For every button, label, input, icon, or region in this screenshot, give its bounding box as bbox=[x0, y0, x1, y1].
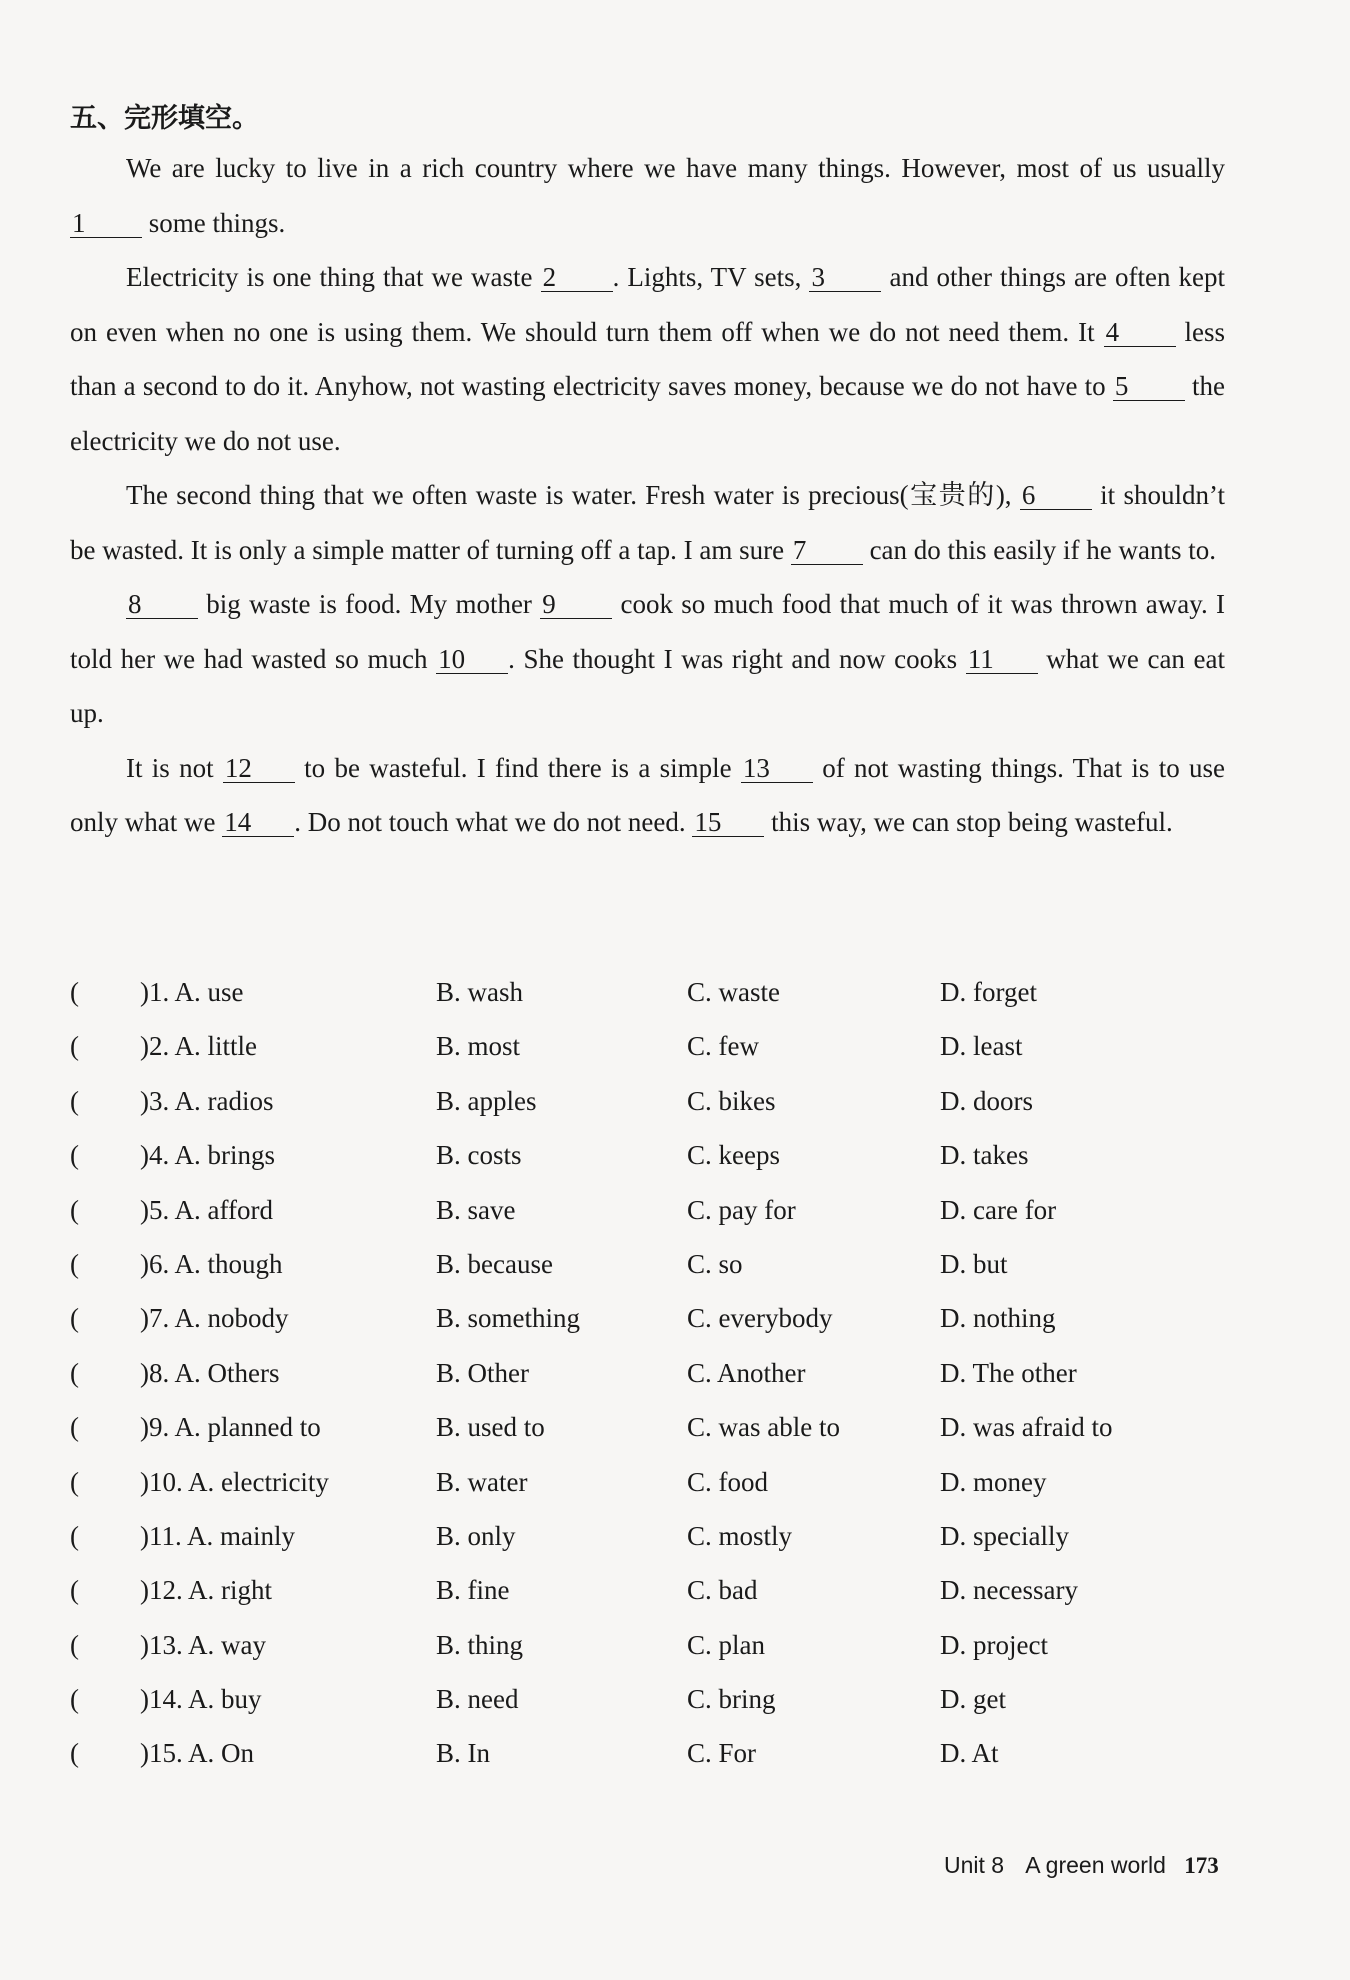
option-d[interactable]: D. At bbox=[940, 1738, 999, 1769]
option-b[interactable]: B. In bbox=[436, 1738, 490, 1769]
option-c[interactable]: C. mostly bbox=[687, 1520, 793, 1551]
answer-bracket[interactable]: ( bbox=[70, 1031, 79, 1062]
answer-bracket[interactable]: ( bbox=[70, 1575, 79, 1606]
option-d[interactable]: D. specially bbox=[940, 1520, 1069, 1551]
option-d[interactable]: D. get bbox=[940, 1684, 1006, 1715]
blank-9[interactable]: 9 bbox=[540, 590, 612, 619]
page-footer bbox=[944, 1852, 1219, 1879]
question-row bbox=[70, 1455, 1270, 1509]
footer-title: A green world bbox=[1025, 1852, 1166, 1878]
answer-bracket[interactable]: ( bbox=[70, 1357, 79, 1388]
option-a[interactable]: )10. A. electricity bbox=[140, 1466, 329, 1497]
passage-text: . She thought I was right and now cooks bbox=[508, 643, 966, 674]
answer-bracket[interactable]: ( bbox=[70, 1629, 79, 1660]
option-a[interactable]: )5. A. afford bbox=[140, 1194, 273, 1225]
option-b[interactable]: B. wash bbox=[436, 977, 523, 1007]
option-a[interactable]: )4. A. brings bbox=[140, 1140, 275, 1171]
blank-13[interactable]: 13 bbox=[741, 754, 813, 783]
option-c[interactable]: C. food bbox=[687, 1466, 768, 1497]
passage-text: It is not bbox=[126, 752, 223, 783]
passage-text: less than a second to do it. Anyhow, not wasting electricity saves money, because we do not have to bbox=[70, 316, 1226, 401]
option-c[interactable]: C. bad bbox=[687, 1575, 758, 1606]
question-row bbox=[70, 1074, 1270, 1128]
passage-text: to be wasteful. I find there is a simple bbox=[294, 752, 741, 783]
option-c[interactable]: C. was able to bbox=[687, 1412, 840, 1443]
passage-text: it shouldn’t be wasted. It is only a simple matter of turning off a tap. I am sure bbox=[70, 480, 1225, 565]
cloze-passage bbox=[70, 141, 1225, 850]
option-a[interactable]: )9. A. planned to bbox=[140, 1412, 321, 1443]
passage-text: We are lucky to live in a rich country where we have many things. However, most of us usually bbox=[126, 153, 1225, 183]
option-a[interactable]: )14. A. buy bbox=[140, 1684, 262, 1715]
option-b[interactable]: B. thing bbox=[436, 1629, 524, 1660]
option-d[interactable]: D. necessary bbox=[940, 1575, 1078, 1606]
passage-paragraph bbox=[70, 468, 1225, 577]
passage-paragraph bbox=[70, 141, 1225, 250]
option-d[interactable]: D. money bbox=[940, 1466, 1047, 1497]
option-c[interactable]: C. plan bbox=[687, 1629, 765, 1660]
answer-bracket[interactable]: ( bbox=[70, 1194, 79, 1225]
question-row bbox=[70, 1726, 1270, 1780]
blank-7[interactable]: 7 bbox=[791, 536, 863, 565]
question-row bbox=[70, 965, 1270, 1019]
page-number: 173 bbox=[1184, 1853, 1219, 1878]
blank-2[interactable]: 2 bbox=[541, 263, 613, 292]
passage-text: cook so much food that much of it was thrown away. I told her we had wasted so much bbox=[70, 589, 1226, 674]
question-row bbox=[70, 1563, 1270, 1617]
option-c[interactable]: C. pay for bbox=[687, 1194, 796, 1225]
option-d[interactable]: D. was afraid to bbox=[940, 1412, 1113, 1443]
option-c[interactable]: C. For bbox=[687, 1738, 757, 1769]
option-c[interactable]: C. so bbox=[687, 1248, 743, 1279]
option-a[interactable]: )7. A. nobody bbox=[140, 1303, 289, 1334]
answer-bracket[interactable]: ( bbox=[70, 1412, 79, 1443]
option-d[interactable]: D. nothing bbox=[940, 1303, 1056, 1334]
option-a[interactable]: )3. A. radios bbox=[140, 1085, 274, 1116]
option-a[interactable]: )11. A. mainly bbox=[140, 1520, 295, 1551]
blank-6[interactable]: 6 bbox=[1020, 481, 1092, 510]
passage-text: . Lights, TV sets, bbox=[612, 262, 810, 292]
option-a[interactable]: )13. A. way bbox=[140, 1629, 266, 1660]
answer-bracket[interactable]: ( bbox=[70, 1085, 79, 1116]
blank-3[interactable]: 3 bbox=[809, 263, 881, 292]
option-c[interactable]: C. few bbox=[687, 1031, 759, 1062]
passage-text: . Do not touch what we do not need. bbox=[294, 807, 693, 837]
option-b[interactable]: B. Other bbox=[436, 1357, 529, 1388]
blank-11[interactable]: 11 bbox=[966, 645, 1038, 674]
option-d[interactable]: D. doors bbox=[940, 1085, 1033, 1116]
passage-text: The second thing that we often waste is water. Fresh water is precious(宝贵的), bbox=[126, 480, 1020, 510]
blank-12[interactable]: 12 bbox=[223, 754, 295, 783]
question-list bbox=[70, 965, 1270, 1781]
blank-4[interactable]: 4 bbox=[1104, 318, 1176, 347]
answer-bracket[interactable]: ( bbox=[70, 1248, 79, 1279]
answer-bracket[interactable]: ( bbox=[70, 1684, 79, 1715]
answer-bracket[interactable]: ( bbox=[70, 1303, 79, 1334]
passage-text: big waste is food. My mother bbox=[198, 589, 541, 619]
passage-text: Electricity is one thing that we waste bbox=[126, 262, 541, 292]
question-row bbox=[70, 1672, 1270, 1726]
question-row bbox=[70, 1400, 1270, 1454]
option-a[interactable]: )1. A. use bbox=[140, 977, 244, 1007]
passage-paragraph bbox=[70, 741, 1225, 850]
option-a[interactable]: )6. A. though bbox=[140, 1248, 283, 1279]
option-b[interactable]: B. most bbox=[436, 1031, 521, 1062]
option-b[interactable]: B. used to bbox=[436, 1412, 545, 1443]
blank-14[interactable]: 14 bbox=[222, 808, 294, 837]
option-d[interactable]: D. project bbox=[940, 1629, 1048, 1660]
option-b[interactable]: B. need bbox=[436, 1684, 519, 1715]
passage-text: of not wasting things. That is to use only what we bbox=[70, 752, 1225, 837]
answer-bracket[interactable]: ( bbox=[70, 977, 79, 1007]
passage-text: can do this easily if he wants to. bbox=[862, 534, 1217, 565]
question-row bbox=[70, 1019, 1270, 1073]
blank-15[interactable]: 15 bbox=[692, 808, 764, 837]
passage-text: this way, we can stop being wasteful. bbox=[764, 807, 1173, 837]
question-row bbox=[70, 1346, 1270, 1400]
answer-bracket[interactable]: ( bbox=[70, 1738, 79, 1769]
blank-5[interactable]: 5 bbox=[1113, 372, 1185, 401]
option-d[interactable]: D. care for bbox=[940, 1194, 1057, 1225]
option-d[interactable]: D. least bbox=[940, 1031, 1023, 1062]
blank-8[interactable]: 8 bbox=[126, 590, 198, 619]
passage-text: the electricity we do not use. bbox=[70, 371, 1225, 456]
option-a[interactable]: )2. A. little bbox=[140, 1031, 257, 1062]
answer-bracket[interactable]: ( bbox=[70, 1466, 79, 1497]
question-row bbox=[70, 1237, 1270, 1291]
passage-paragraph bbox=[70, 250, 1225, 468]
passage-text: and other things are often kept on even when no one is using them. We should turn them off when we do not need them. It bbox=[70, 262, 1225, 347]
option-c[interactable]: C. Another bbox=[687, 1357, 806, 1388]
option-b[interactable]: B. only bbox=[436, 1520, 516, 1551]
question-row bbox=[70, 1509, 1270, 1563]
option-c[interactable]: C. keeps bbox=[687, 1140, 780, 1171]
answer-bracket[interactable]: ( bbox=[70, 1140, 79, 1171]
option-c[interactable]: C. waste bbox=[687, 977, 780, 1007]
question-row bbox=[70, 1183, 1270, 1237]
option-b[interactable]: B. costs bbox=[436, 1140, 522, 1171]
option-a[interactable]: )8. A. Others bbox=[140, 1357, 280, 1388]
blank-1[interactable]: 1 bbox=[70, 209, 142, 238]
option-b[interactable]: B. something bbox=[436, 1303, 581, 1334]
option-d[interactable]: D. forget bbox=[940, 977, 1037, 1007]
section-title: 五、完形填空。 bbox=[70, 103, 259, 134]
option-c[interactable]: C. bikes bbox=[687, 1085, 776, 1116]
option-d[interactable]: D. The other bbox=[940, 1357, 1077, 1388]
blank-10[interactable]: 10 bbox=[436, 645, 508, 674]
question-row bbox=[70, 1291, 1270, 1345]
footer-unit: Unit 8 bbox=[944, 1852, 1005, 1878]
option-b[interactable]: B. because bbox=[436, 1248, 553, 1279]
option-d[interactable]: D. but bbox=[940, 1248, 1008, 1279]
option-b[interactable]: B. save bbox=[436, 1194, 516, 1225]
option-b[interactable]: B. apples bbox=[436, 1085, 537, 1116]
passage-text: what we can eat up. bbox=[70, 643, 1226, 728]
option-c[interactable]: C. bring bbox=[687, 1684, 776, 1715]
passage-text: some things. bbox=[142, 207, 286, 238]
option-a[interactable]: )15. A. On bbox=[140, 1738, 254, 1769]
option-c[interactable]: C. everybody bbox=[687, 1303, 833, 1334]
option-d[interactable]: D. takes bbox=[940, 1140, 1029, 1171]
option-b[interactable]: B. fine bbox=[436, 1575, 510, 1606]
option-a[interactable]: )12. A. right bbox=[140, 1575, 272, 1606]
passage-paragraph bbox=[70, 577, 1225, 741]
question-row bbox=[70, 1618, 1270, 1672]
option-b[interactable]: B. water bbox=[436, 1466, 528, 1497]
answer-bracket[interactable]: ( bbox=[70, 1520, 79, 1551]
question-row bbox=[70, 1128, 1270, 1182]
